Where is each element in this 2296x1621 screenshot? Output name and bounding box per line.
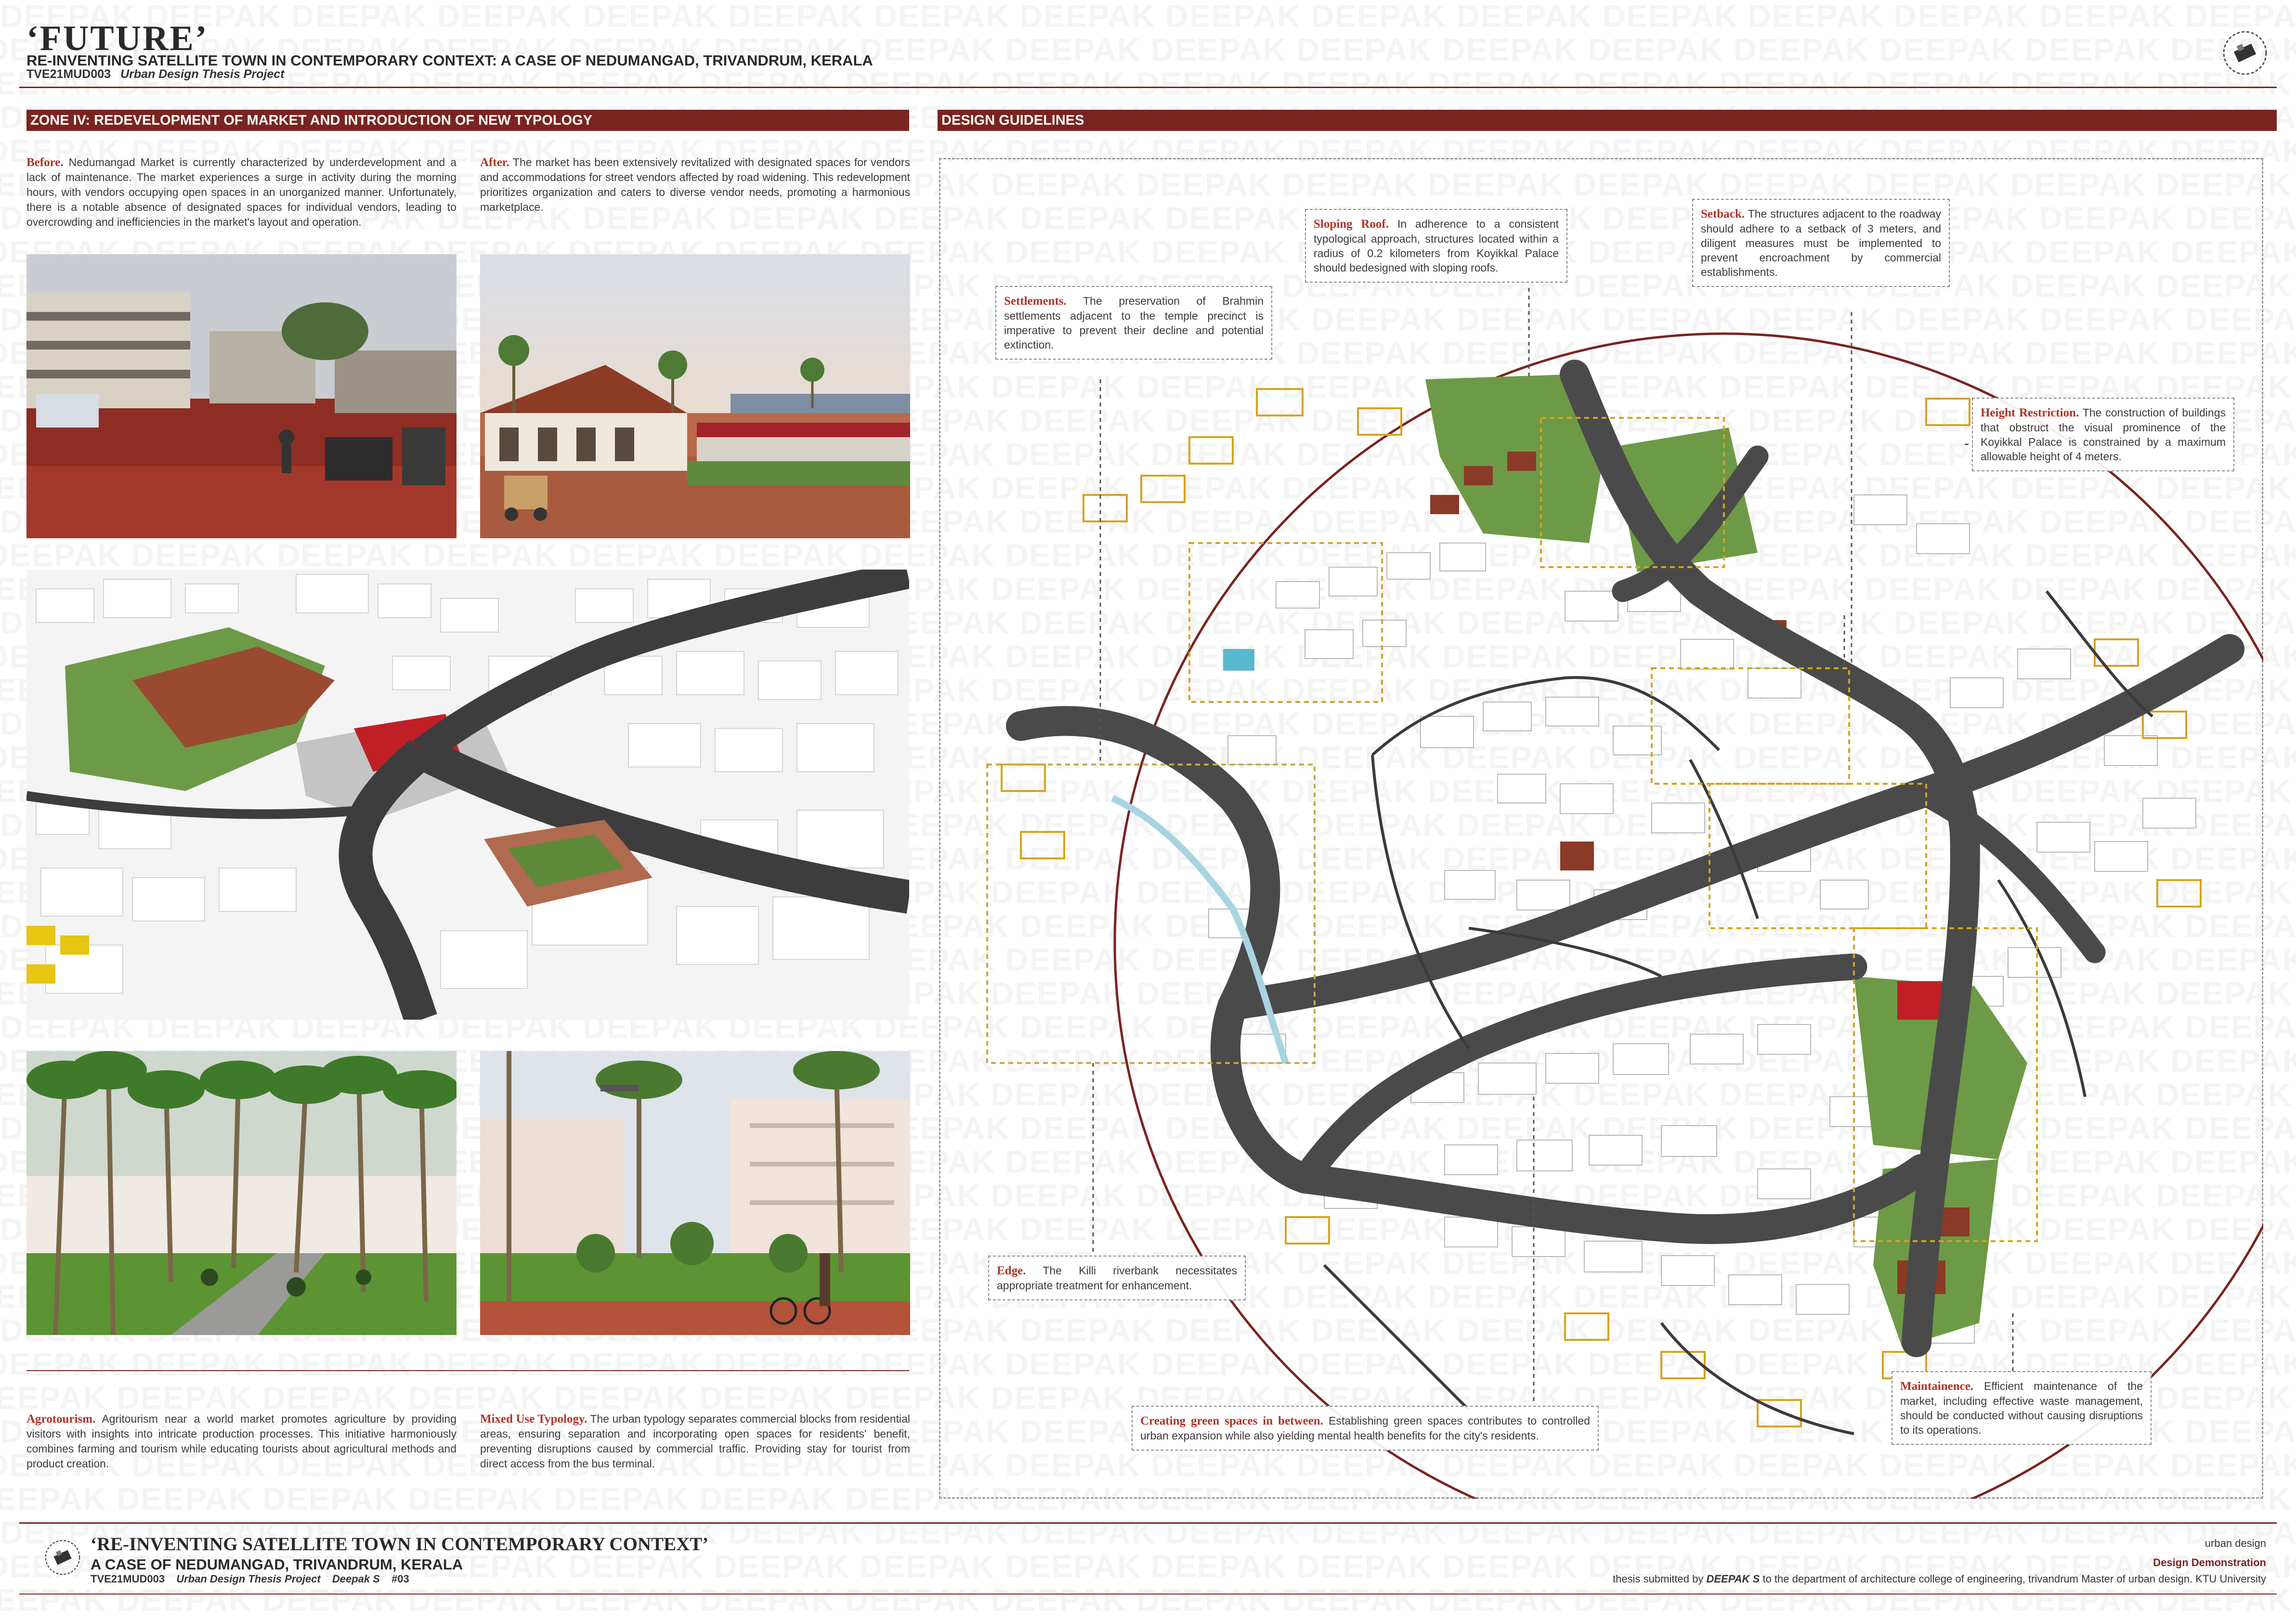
page-subtitle: RE-INVENTING SATELLITE TOWN IN CONTEMPORARY CONTEXT: A CASE OF NEDUMANGAD, TRIVANDRUM, KERALA bbox=[26, 52, 873, 69]
watermark-row bbox=[0, 1584, 2296, 1616]
edge-keyword: Edge. bbox=[997, 1264, 1026, 1277]
maintenance-keyword: Maintainence. bbox=[1900, 1380, 1974, 1393]
footer-project-name: Urban Design Thesis Project bbox=[176, 1573, 321, 1585]
market-zone-aerial-view bbox=[26, 570, 909, 1020]
before-paragraph bbox=[26, 155, 457, 230]
agrotourism-keyword: Agrotourism. bbox=[26, 1413, 96, 1426]
watermark-row bbox=[0, 67, 2296, 99]
callout-green-spaces bbox=[1132, 1406, 1599, 1451]
green-spaces-text: Establishing green spaces contributes to controlled urban expansion while also yielding mental health benefits for the city's residents. bbox=[1140, 1414, 1591, 1442]
after-keyword: After. bbox=[480, 156, 509, 169]
footer-credit-pre: thesis submitted by bbox=[1613, 1573, 1704, 1585]
footer-subtitle: A CASE OF NEDUMANGAD, TRIVANDRUM, KERALA bbox=[91, 1556, 463, 1573]
settlements-keyword: Settlements. bbox=[1004, 295, 1067, 308]
callout-maintenance bbox=[1892, 1371, 2152, 1445]
after-market-render bbox=[480, 254, 910, 538]
page-title: ‘FUTURE’ bbox=[26, 19, 209, 58]
left-divider bbox=[26, 1370, 909, 1371]
agrotourism-text: Agritourism near a world market promotes agriculture by providing visitors with insights into intricate production processes. This initiative harmoniously combines farming and tourism while educating tourists about agricultural methods and product creation. bbox=[26, 1413, 457, 1470]
watermark-row bbox=[0, 0, 2296, 32]
footer-author: Deepak S bbox=[332, 1573, 380, 1585]
before-market-photo bbox=[26, 254, 457, 538]
sloping-roof-keyword: Sloping Roof. bbox=[1314, 218, 1389, 231]
after-paragraph bbox=[480, 155, 910, 215]
before-text: Nedumangad Market is currently characterized by underdevelopment and a lack of maintenance. The market experiences a surge in activity during the morning hours, with vendors occupying open spaces in an unorganized manner. Unfortunately, there is a notable absence of designated spaces for individual vendors, leading to overcrowding and inefficiencies in the market's layout and operation. bbox=[26, 156, 457, 228]
mixed-use-render bbox=[480, 1051, 910, 1335]
footer-project-code: TVE21MUD003 bbox=[91, 1573, 165, 1585]
project-code: TVE21MUD003 bbox=[26, 67, 111, 81]
after-text: The market has been extensively revitalized with designated spaces for vendors and accommodations for street vendors affected by road widening. This redevelopment prioritizes organization and caters to diverse vendor needs, promoting a harmonious marketplace. bbox=[480, 156, 910, 213]
project-code-line bbox=[26, 67, 284, 81]
footer-credit-post: to the department of architecture college of engineering, trivandrum Master of urban design. KTU University bbox=[1762, 1573, 2266, 1585]
header-rule bbox=[19, 87, 2277, 88]
green-spaces-keyword: Creating green spaces in between. bbox=[1140, 1414, 1323, 1427]
agrotourism-paragraph bbox=[26, 1412, 457, 1471]
section-bar-zone: ZONE IV: REDEVELOPMENT OF MARKET AND INTRODUCTION OF NEW TYPOLOGY bbox=[26, 110, 909, 131]
callout-edge bbox=[988, 1256, 1246, 1300]
university-logo-icon bbox=[2221, 29, 2269, 77]
callout-height-restriction bbox=[1972, 398, 2234, 471]
mixed-use-paragraph bbox=[480, 1412, 910, 1471]
footer-logo-icon bbox=[43, 1538, 82, 1577]
edge-text: The Killi riverbank necessitates appropriate treatment for enhancement. bbox=[997, 1264, 1237, 1292]
agrotourism-render bbox=[26, 1051, 457, 1335]
footer-bottom-rule bbox=[19, 1594, 2277, 1595]
callout-settlements bbox=[995, 286, 1272, 360]
settlements-text: The preservation of Brahmin settlements adjacent to the temple precinct is imperative to prevent their decline and potential extinction. bbox=[1004, 295, 1264, 351]
footer-sheet-number: #03 bbox=[391, 1573, 409, 1585]
footer-code-line bbox=[91, 1573, 418, 1585]
sloping-roof-text: In adherence to a consistent typological approach, structures located within a radius of 0.2 kilometers from Koyikkal Palace should bedesigned with sloping roofs. bbox=[1314, 218, 1559, 274]
maintenance-text: Efficient maintenance of the market, including effective waste management, should be conducted without causing disruptions to its operations. bbox=[1900, 1380, 2143, 1436]
footer-title: ‘RE-INVENTING SATELLITE TOWN IN CONTEMPORARY CONTEXT’ bbox=[91, 1534, 709, 1555]
footer-rule bbox=[19, 1522, 2277, 1524]
section-bar-guidelines: DESIGN GUIDELINES bbox=[938, 110, 2277, 131]
footer-discipline: urban design bbox=[2205, 1537, 2266, 1549]
footer-credit-name: DEEPAK S bbox=[1706, 1573, 1760, 1585]
before-keyword: Before. bbox=[26, 156, 64, 169]
callout-setback bbox=[1692, 199, 1950, 287]
setback-keyword: Setback. bbox=[1701, 207, 1745, 220]
setback-text: The structures adjacent to the roadway should adhere to a setback of 3 meters, and diligent measures must be implemented to prevent encroachment by commercial establishments. bbox=[1701, 207, 1941, 278]
footer-sheet-type: Design Demonstration bbox=[2153, 1556, 2266, 1569]
mixed-use-keyword: Mixed Use Typology. bbox=[480, 1413, 587, 1426]
callout-sloping-roof bbox=[1305, 209, 1567, 283]
footer-credit bbox=[1613, 1573, 2266, 1585]
height-restriction-text: The construction of buildings that obstruct the visual prominence of the Koyikkal Palace is constrained by a maximum allowable height of 4 meters. bbox=[1981, 406, 2226, 463]
mixed-use-text: The urban typology separates commercial blocks from residential areas, ensuring separation and incorporating open spaces for residents' benefit, preventing disruptions caused by commercial traffic. Providing stay for tourist from direct access from the bus terminal. bbox=[480, 1413, 911, 1470]
height-restriction-keyword: Height Restriction. bbox=[1981, 406, 2079, 419]
project-name: Urban Design Thesis Project bbox=[120, 67, 285, 81]
